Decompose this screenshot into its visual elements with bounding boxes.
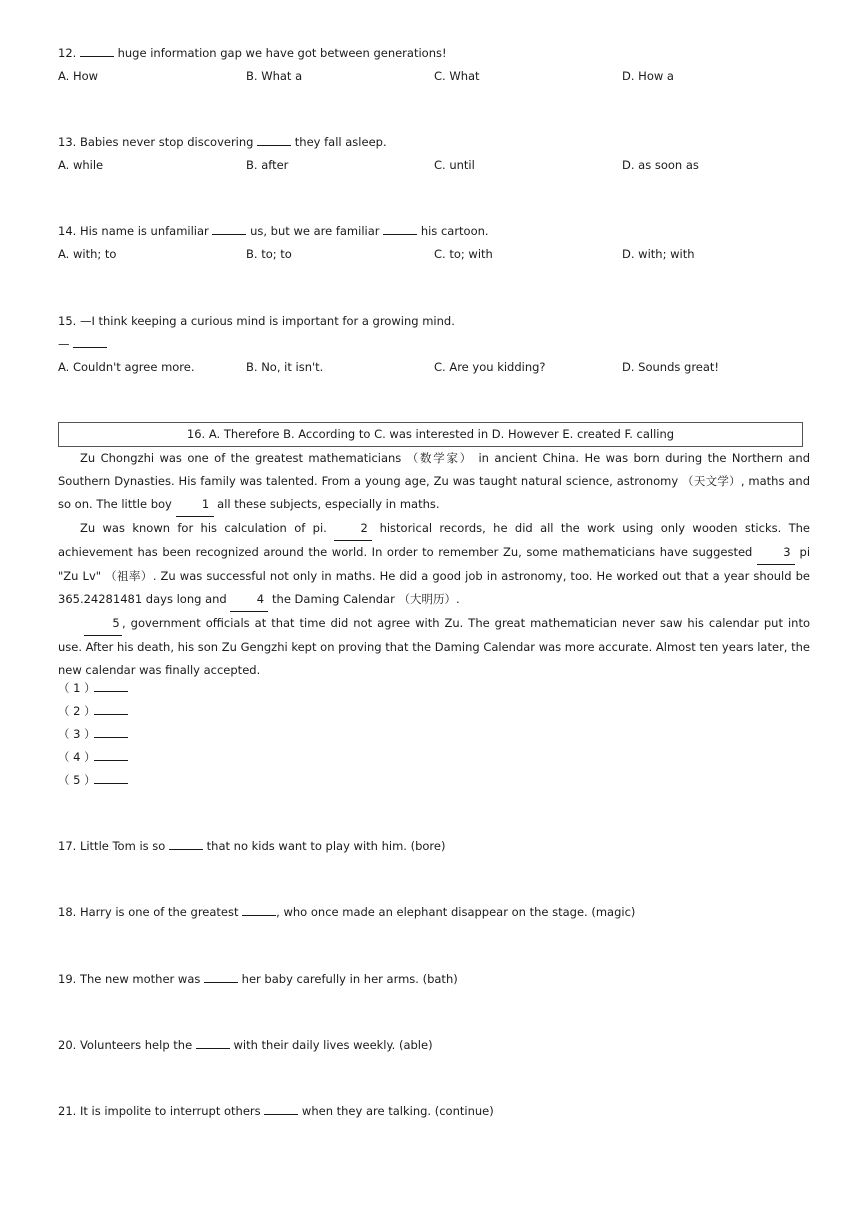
option-a[interactable]: A. Couldn't agree more. — [58, 360, 195, 374]
option-b[interactable]: B. What a — [246, 69, 303, 83]
passage-blank-1[interactable]: 1 — [176, 493, 214, 517]
answer-blank[interactable] — [94, 681, 128, 692]
answer-blank[interactable] — [94, 773, 128, 784]
answer-line-3 — [58, 726, 128, 742]
option-d[interactable]: D. Sounds great! — [622, 360, 720, 374]
answer-blank[interactable] — [94, 727, 128, 738]
passage-blank-3[interactable]: 3 — [757, 541, 795, 565]
question-text: her baby carefully in her arms. (bath) — [241, 972, 458, 986]
question-13 — [58, 134, 387, 150]
question-text: huge information gap we have got between generations! — [117, 46, 447, 60]
question-text: 21. It is impolite to interrupt others — [58, 1104, 261, 1118]
answer-blank[interactable] — [94, 704, 128, 715]
answer-label: （ 4 ） — [58, 750, 96, 764]
answer-blank[interactable] — [242, 905, 276, 916]
answer-line-4 — [58, 749, 128, 765]
question-text: that no kids want to play with him. (bore) — [206, 839, 446, 853]
answer-label: （ 5 ） — [58, 773, 96, 787]
question-12 — [58, 45, 447, 61]
option-c[interactable]: C. until — [434, 158, 475, 172]
answer-label: （ 2 ） — [58, 704, 96, 718]
answer-blank[interactable] — [383, 224, 417, 235]
answer-blank[interactable] — [212, 224, 246, 235]
question-text: 14. His name is unfamiliar — [58, 224, 209, 238]
answer-line-1 — [58, 680, 128, 696]
question-text: with their daily lives weekly. (able) — [233, 1038, 433, 1052]
answer-blank[interactable] — [169, 839, 203, 850]
word-bank-box: 16. A. Therefore B. According to C. was interested in D. However E. created F. calling — [58, 422, 803, 447]
question-text: when they are talking. (continue) — [301, 1104, 494, 1118]
option-b[interactable]: B. No, it isn't. — [246, 360, 324, 374]
option-c[interactable]: C. What — [434, 69, 480, 83]
answer-blank[interactable] — [257, 135, 291, 146]
option-d[interactable]: D. with; with — [622, 247, 695, 261]
question-19 — [58, 971, 458, 987]
question-text: us, but we are familiar — [250, 224, 380, 238]
passage-text: Zu was known for his calculation of pi. — [80, 521, 327, 535]
answer-blank[interactable] — [204, 972, 238, 983]
answer-label: （ 3 ） — [58, 727, 96, 741]
passage-text: Zu Chongzhi was one of the greatest mathematicians （数学家） in ancient China. He was born during the Northern and Southern Dynasties. His family was talented. From a young age, Zu was taught natural science, astronomy （天文学）, maths and so on. The little boy — [58, 451, 810, 511]
question-20 — [58, 1037, 433, 1053]
answer-label: （ 1 ） — [58, 681, 96, 695]
option-d[interactable]: D. as soon as — [622, 158, 699, 172]
option-a[interactable]: A. How — [58, 69, 99, 83]
dialogue-response — [58, 336, 107, 352]
question-text: 13. Babies never stop discovering — [58, 135, 254, 149]
question-17 — [58, 838, 445, 854]
question-text: 19. The new mother was — [58, 972, 201, 986]
question-number: 12. — [58, 46, 77, 60]
question-text: 17. Little Tom is so — [58, 839, 166, 853]
question-text: his cartoon. — [420, 224, 489, 238]
option-c[interactable]: C. Are you kidding? — [434, 360, 546, 374]
answer-line-2 — [58, 703, 128, 719]
question-14 — [58, 223, 489, 239]
answer-blank[interactable] — [80, 46, 114, 57]
passage-text: historical records, he did all the work using only wooden sticks. The achievement has been recognized around the world. In order to remember Zu, some mathematicians have suggested — [58, 521, 810, 559]
passage-paragraph-3 — [58, 612, 810, 682]
answer-line-5 — [58, 772, 128, 788]
passage-paragraph-2 — [58, 517, 810, 612]
passage-text: all these subjects, especially in maths. — [217, 497, 440, 511]
passage-paragraph-1 — [58, 447, 810, 517]
question-text: , who once made an elephant disappear on the stage. (magic) — [276, 905, 636, 919]
question-15: 15. —I think keeping a curious mind is important for a growing mind. — [58, 314, 455, 328]
passage-blank-4[interactable]: 4 — [230, 588, 268, 612]
option-b[interactable]: B. after — [246, 158, 289, 172]
option-c[interactable]: C. to; with — [434, 247, 493, 261]
passage-blank-5[interactable]: 5 — [84, 612, 122, 636]
option-d[interactable]: D. How a — [622, 69, 674, 83]
answer-blank[interactable] — [73, 337, 107, 348]
option-a[interactable]: A. while — [58, 158, 104, 172]
passage-text: the Daming Calendar （大明历）. — [272, 592, 460, 606]
option-a[interactable]: A. with; to — [58, 247, 117, 261]
question-text: 20. Volunteers help the — [58, 1038, 193, 1052]
answer-blank[interactable] — [196, 1038, 230, 1049]
passage-text: , government officials at that time did not agree with Zu. The great mathematician never saw his calendar put into use. After his death, his son Zu Gengzhi kept on proving that the Daming Calendar was more accurate. Almost ten years later, the new calendar was finally accepted. — [58, 616, 810, 677]
question-text: they fall asleep. — [294, 135, 387, 149]
question-21 — [58, 1103, 494, 1119]
passage — [58, 447, 810, 682]
dash: — — [58, 337, 70, 351]
option-b[interactable]: B. to; to — [246, 247, 292, 261]
question-text: 18. Harry is one of the greatest — [58, 905, 239, 919]
question-18 — [58, 904, 635, 920]
answer-blank[interactable] — [94, 750, 128, 761]
passage-blank-2[interactable]: 2 — [334, 517, 372, 541]
passage-text: pi "Zu Lv" （祖率）. Zu was successful not only in maths. He did a good job in astronomy, too. He worked out that a year should be 365.24281481 days long and — [58, 545, 811, 606]
answer-blank[interactable] — [264, 1104, 298, 1115]
